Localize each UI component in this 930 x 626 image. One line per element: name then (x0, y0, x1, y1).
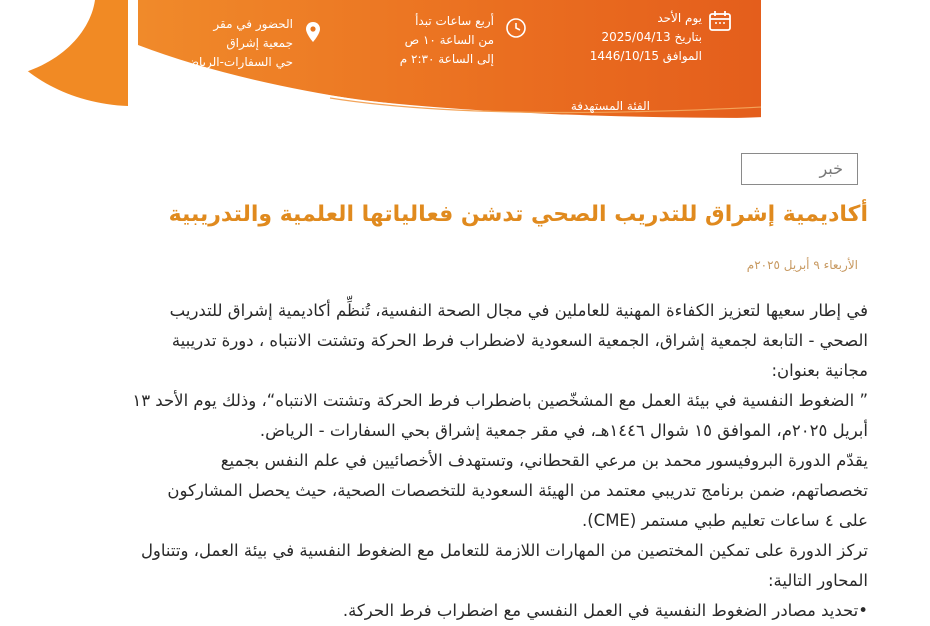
event-location-info (184, 15, 293, 72)
body-line: أبريل ٢٠٢٥م، الموافق ١٥ شوال ١٤٤٦هـ، في مقر جمعية إشراق بحي السفارات - الرياض. (259, 421, 868, 440)
event-end-time: إلى الساعة ٢:٣٠ م (399, 52, 494, 66)
event-audience-info (472, 97, 650, 135)
event-date-gregorian: بتاريخ 2025/04/13 (601, 30, 702, 44)
event-day-info (590, 9, 702, 66)
location-pin-icon (305, 21, 321, 47)
location-line-1: الحضور في مقر (213, 17, 293, 31)
event-date-hijri: الموافق 1446/10/15 (589, 49, 702, 63)
audience-heading: الفئة المستهدفة (570, 99, 650, 113)
event-duration: أربع ساعات تبدأ (415, 14, 494, 28)
article-body (58, 296, 868, 626)
event-start-time: من الساعة ١٠ ص (404, 33, 494, 47)
body-line: يقدّم الدورة البروفيسور محمد بن مرعي القحطاني، وتستهدف الأخصائيين في علم النفس بجميع (220, 451, 868, 470)
article-date: الأربعاء ٩ أبريل ٢٠٢٥م (746, 258, 858, 272)
event-time-info (400, 12, 494, 69)
location-line-3: حي السفارات-الرياض (184, 55, 293, 69)
event-day: يوم الأحد (657, 11, 702, 25)
body-line: مجانية بعنوان: (771, 361, 868, 380)
body-line: في إطار سعيها لتعزيز الكفاءة المهنية للعاملين في مجال الصحة النفسية، تُنظِّم أكاديمية إشراق للتدريب (169, 301, 868, 320)
clock-icon (505, 17, 527, 43)
body-line: الصحي - التابعة لجمعية إشراق، الجمعية السعودية لاضطراب فرط الحركة وتشتت الانتباه ، دورة تدريبية (171, 331, 868, 350)
news-tag[interactable]: خبر (741, 153, 858, 185)
location-line-2: جمعية إشراق (226, 36, 293, 50)
body-line: المحاور التالية: (767, 571, 868, 590)
audience-value: الأخصائيين في مجال الصحة النفسية (472, 118, 650, 132)
body-line: •تحديد مصادر الضغوط النفسية في العمل النفسي مع اضطراب فرط الحركة. (342, 601, 868, 620)
article-title: أكاديمية إشراق للتدريب الصحي تدشن فعالياتها العلمية والتدريبية (168, 202, 868, 227)
calendar-icon (708, 10, 732, 36)
body-line: تخصصاتهم، ضمن برنامج تدريبي معتمد من الهيئة السعودية للتخصصات الصحية، حيث يحصل المشاركون (167, 481, 868, 500)
body-line: تركز الدورة على تمكين المختصين من المهارات اللازمة للتعامل مع الضغوط النفسية في بيئة العمل، وتتناول (140, 541, 868, 560)
event-banner (0, 0, 930, 140)
body-line: ” الضغوط النفسية في بيئة العمل مع المشخّصين باضطراب فرط الحركة وتشتت الانتباه“، وذلك يوم الأحد ١٣ (132, 391, 868, 410)
body-line: على ٤ ساعات تعليم طبي مستمر (CME). (581, 511, 868, 530)
